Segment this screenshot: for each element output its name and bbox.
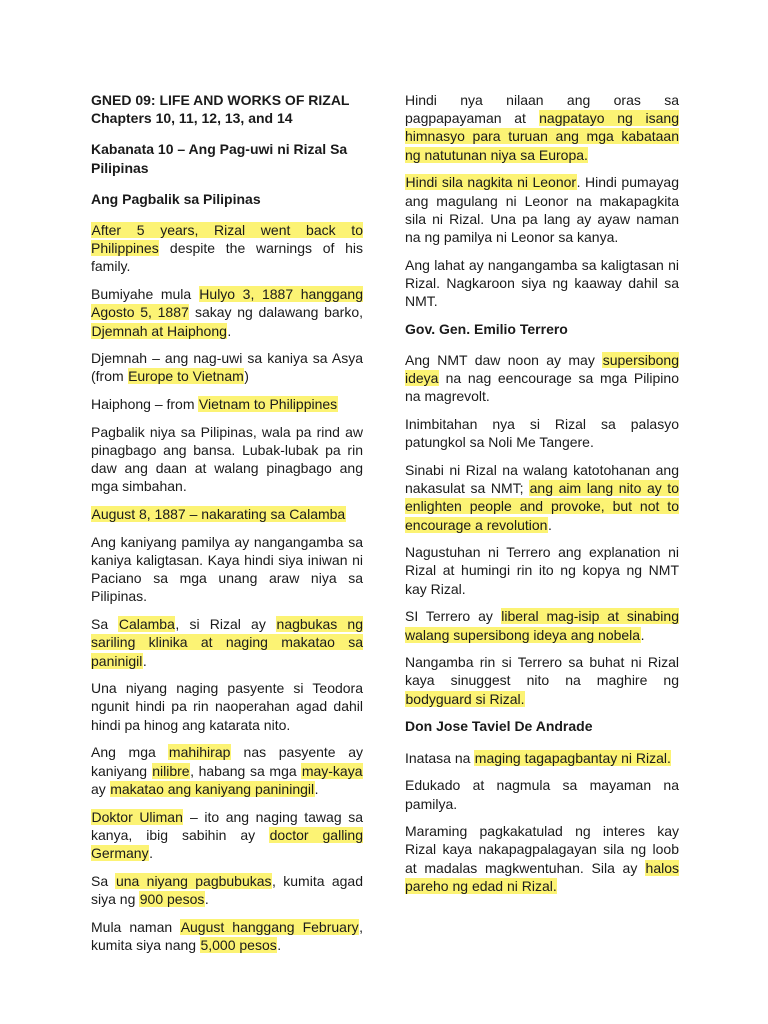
- text-run: despite the warnings of his family.: [91, 240, 363, 275]
- paragraph: [405, 653, 679, 708]
- paragraph: [405, 749, 679, 767]
- text-run: Inatasa na: [405, 749, 475, 766]
- paragraph: [405, 607, 679, 643]
- text-run: .: [277, 936, 282, 953]
- text-run: .: [227, 322, 232, 339]
- text-run: Ang lahat ay nangangamba sa kaligtasan ni Rizal. Nagkaroon siya ng kaaway dahil sa NMT.: [405, 256, 679, 310]
- text-run: .: [204, 890, 209, 907]
- highlighted-text: August hanggang February: [180, 918, 359, 935]
- text-run: sakay ng dalawang barko,: [189, 304, 363, 321]
- paragraph: [405, 543, 679, 598]
- highlighted-text: may-kaya: [301, 762, 363, 779]
- highlighted-text: nilibre: [152, 762, 190, 779]
- highlighted-text: makatao ang kaniyang paniningil: [110, 780, 315, 797]
- paragraph: [91, 285, 363, 340]
- text-run: nas pasyente ay kaniyang: [91, 744, 363, 779]
- text-run: Haiphong – from: [91, 396, 199, 413]
- paragraph: [91, 743, 363, 798]
- paragraph: [405, 173, 679, 246]
- text-run: GNED 09: LIFE AND WORKS OF RIZAL Chapters 10, 11, 12, 13, and 14: [91, 92, 350, 127]
- paragraph: [91, 505, 363, 523]
- paragraph: [91, 349, 363, 385]
- section-heading: [405, 320, 679, 338]
- text-run: , si Rizal ay: [175, 616, 277, 633]
- highlighted-text: 5,000 pesos: [200, 936, 277, 953]
- text-run: .: [142, 652, 147, 669]
- text-run: Ang NMT daw noon ay may: [405, 351, 603, 368]
- text-run: – ito ang naging tawag sa kanya, ibig sabihin ay: [91, 808, 363, 843]
- paragraph: [91, 808, 363, 863]
- highlighted-text: Vietnam to Philippines: [198, 396, 338, 413]
- highlighted-text: Calamba: [118, 616, 175, 633]
- text-run: , kumita agad siya ng: [91, 872, 363, 907]
- highlighted-text: Hulyo 3, 1887 hanggang Agosto 5, 1887: [91, 286, 363, 321]
- paragraph: [91, 918, 363, 954]
- highlighted-text: doctor galling Germany: [91, 826, 363, 861]
- text-run: Ang mga: [91, 744, 169, 761]
- text-run: Kabanata 10 – Ang Pag-uwi ni Rizal Sa Pilipinas: [91, 141, 348, 176]
- text-run: ): [244, 368, 249, 385]
- text-run: Don Jose Taviel De Andrade: [405, 718, 593, 735]
- paragraph: [91, 679, 363, 734]
- highlighted-text: una niyang pagbubukas: [115, 872, 272, 889]
- highlighted-text: After 5 years, Rizal went back to Philippines: [91, 222, 363, 257]
- text-run: .: [640, 626, 645, 643]
- text-run: Sa: [91, 872, 116, 889]
- text-run: .: [547, 516, 552, 533]
- text-run: Maraming pagkakatulad ng interes kay Rizal kaya nakapagpalagayan sila ng loob at madalas magkwentuhan. Sila ay: [405, 823, 679, 876]
- text-run: , habang sa mga: [190, 762, 302, 779]
- text-run: Ang Pagbalik sa Pilipinas: [91, 190, 261, 207]
- text-run: ay: [91, 780, 110, 797]
- text-run: Edukado at nagmula sa mayaman na pamilya.: [405, 777, 679, 812]
- paragraph: [91, 615, 363, 670]
- highlighted-text: Hindi sila nagkita ni Leonor: [405, 174, 577, 191]
- highlighted-text: maging tagapagbantay ni Rizal.: [474, 749, 671, 766]
- paragraph: [91, 872, 363, 908]
- paragraph: [91, 221, 363, 276]
- text-run: Bumiyahe mula: [91, 286, 199, 303]
- highlighted-text: mahihirap: [168, 744, 231, 761]
- text-run: Sa: [91, 616, 119, 633]
- highlighted-text: Europe to Vietnam: [128, 368, 244, 385]
- text-run: , kumita siya nang: [91, 918, 363, 953]
- paragraph: [405, 256, 679, 311]
- paragraph: [405, 91, 679, 164]
- highlighted-text: ang aim lang nito ay to enlighten people and provoke, but not to encourage a revolution: [405, 480, 679, 533]
- text-run: Sinabi ni Rizal na walang katotohanan ang nakasulat sa NMT;: [405, 461, 679, 497]
- text-run: Djemnah – ang nag-uwi sa kaniya sa Asya (from: [91, 350, 363, 385]
- highlighted-text: nagpatayo ng isang himnasyo para turuan ang mga kabataan ng natutunan niya sa Europa.: [405, 110, 680, 163]
- paragraph: [91, 423, 363, 496]
- section-heading: [91, 140, 363, 176]
- right-column: [405, 91, 679, 905]
- paragraph: [91, 533, 363, 606]
- text-run: SI Terrero ay: [405, 608, 501, 625]
- highlighted-text: nagbukas ng sariling klinika at naging makatao sa paninigil: [91, 616, 364, 669]
- text-run: . Hindi pumayag ang magulang ni Leonor na makapagkita sila ni Rizal. Una pa lang ay ayaw naman na ng pamilya ni Leonor sa kanya.: [405, 174, 679, 245]
- text-run: Inimbitahan nya si Rizal sa palasyo patungkol sa Noli Me Tangere.: [405, 416, 679, 451]
- paragraph: [91, 395, 363, 413]
- section-heading: [91, 190, 363, 208]
- highlighted-text: 900 pesos: [139, 890, 205, 907]
- text-run: .: [314, 780, 319, 797]
- paragraph: [405, 776, 679, 812]
- text-run: Una niyang naging pasyente si Teodora ngunit hindi pa rin naoperahan agad dahil hindi pa hinog ang katarata nito.: [91, 680, 363, 733]
- paragraph: [405, 351, 679, 406]
- text-run: Ang kaniyang pamilya ay nangangamba sa kaniya kaligtasan. Kaya hindi siya iniwan ni Paciano sa mga unang araw niya sa Pilipinas.: [91, 533, 363, 605]
- highlighted-text: Doktor Uliman: [91, 808, 183, 825]
- text-run: Nangamba rin si Terrero sa buhat ni Rizal kaya sinuggest nito na maghire ng: [405, 654, 679, 689]
- highlighted-text: supersibong ideya: [405, 351, 679, 387]
- paragraph: [405, 822, 679, 895]
- highlighted-text: liberal mag-isip at sinabing walang supersibong ideya ang nobela: [405, 608, 679, 643]
- highlighted-text: bodyguard si Rizal.: [405, 690, 525, 707]
- left-column: [91, 91, 363, 963]
- text-run: Pagbalik niya sa Pilipinas, wala pa rind aw pinagbago ang bansa. Lubak-lubak pa rin daw ang daan at walang pinagbago ang mga simbahan.: [91, 423, 363, 495]
- paragraph: [405, 415, 679, 451]
- highlighted-text: halos pareho ng edad ni Rizal.: [405, 859, 679, 894]
- text-run: .: [149, 844, 153, 861]
- text-run: Hindi nya nilaan ang oras sa pagpapayaman at: [405, 92, 679, 127]
- text-run: Gov. Gen. Emilio Terrero: [405, 320, 568, 337]
- paragraph: [405, 461, 679, 534]
- text-run: na nag eencourage sa mga Pilipino na magrevolt.: [405, 370, 679, 405]
- section-heading: [405, 717, 679, 735]
- highlighted-text: August 8, 1887 – nakarating sa Calamba: [91, 506, 346, 523]
- section-heading: [91, 91, 363, 127]
- text-run: Nagustuhan ni Terrero ang explanation ni Rizal at humingi rin ito ng kopya ng NMT kay Rizal.: [405, 544, 679, 597]
- highlighted-text: Djemnah at Haiphong: [91, 322, 227, 339]
- text-run: Mula naman: [91, 918, 181, 935]
